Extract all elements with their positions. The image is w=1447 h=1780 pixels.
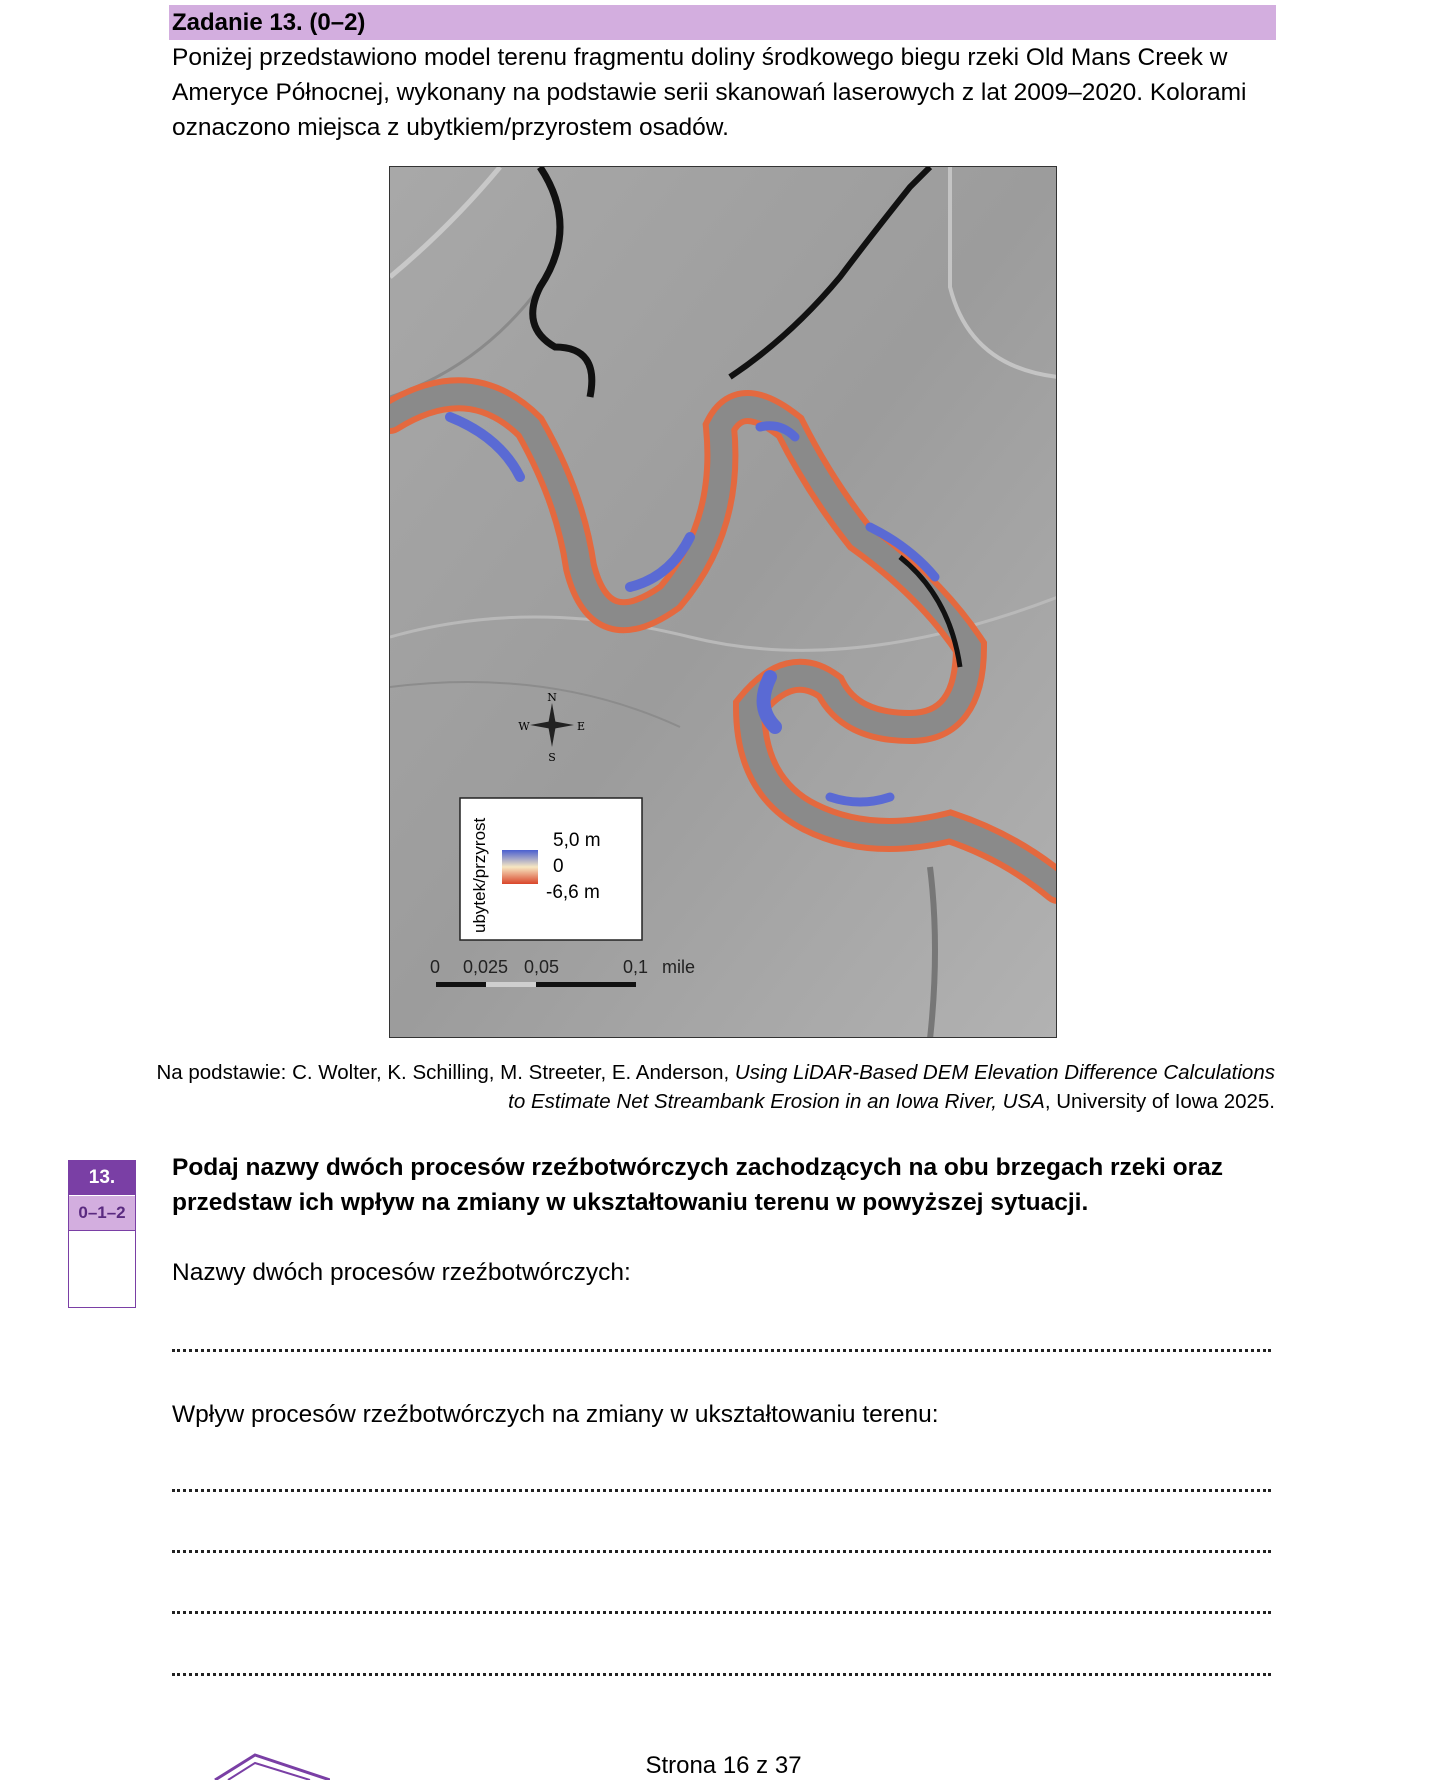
answer-line-4[interactable]	[172, 1611, 1271, 1614]
scale-unit: mile	[662, 957, 696, 977]
page-number: Strona 16 z 37	[645, 1752, 802, 1779]
score-range: 0–1–2	[69, 1195, 135, 1230]
answer-line-1[interactable]	[172, 1349, 1271, 1352]
compass-w: W	[518, 720, 530, 733]
scale-tick-1: 0,025	[463, 957, 509, 977]
legend-title: ubytek/przyrost	[470, 817, 489, 933]
answer-line-2[interactable]	[172, 1489, 1271, 1492]
answer-line-3[interactable]	[172, 1550, 1271, 1553]
terrain-model-map	[390, 167, 1057, 1038]
source-title: Using LiDAR-Based DEM Elevation Difference Calculations to Estimate Net Streambank Erosion in an Iowa River, USA	[508, 1061, 1275, 1113]
legend-zero: 0	[553, 856, 564, 877]
source-citation	[150, 1058, 1275, 1116]
task-header: Zadanie 13. (0–2)	[169, 5, 1276, 40]
score-task-number: 13.	[69, 1161, 135, 1195]
map-legend	[460, 798, 642, 940]
answer-line-5[interactable]	[172, 1673, 1271, 1676]
terrain-model-figure	[389, 166, 1057, 1038]
legend-color-bar	[502, 850, 538, 884]
score-box	[68, 1160, 136, 1308]
source-prefix: Na podstawie: C. Wolter, K. Schilling, M. Streeter, E. Anderson,	[156, 1061, 735, 1084]
legend-min: -6,6 m	[546, 882, 600, 903]
question-text: Podaj nazwy dwóch procesów rzeźbotwórczych zachodzących na obu brzegach rzeki oraz przedstaw ich wpływ na zmiany w ukształtowaniu terenu w powyższej sytuacji.	[172, 1154, 1224, 1216]
scale-tick-0: 0	[430, 957, 441, 977]
compass-n: N	[547, 691, 557, 704]
task-intro: Poniżej przedstawiono model terenu fragmentu doliny środkowego biegu rzeki Old Mans Creek w Ameryce Północnej, wykonany na podstawie serii skanowań laserowych z lat 2009–2020. Kolorami oznaczono miejsca z ubytkiem/przyrostem osadów.	[172, 44, 1247, 141]
compass-e: E	[576, 720, 586, 733]
answer-label-processes: Nazwy dwóch procesów rzeźbotwórczych:	[172, 1259, 631, 1286]
compass-s: S	[548, 751, 556, 764]
source-suffix: , University of Iowa 2025.	[1044, 1090, 1275, 1113]
scale-tick-3: 0,1	[623, 957, 649, 977]
scale-tick-2: 0,05	[524, 957, 560, 977]
legend-max: 5,0 m	[553, 830, 601, 851]
answer-label-impact: Wpływ procesów rzeźbotwórczych na zmiany w ukształtowaniu terenu:	[172, 1401, 939, 1428]
score-field[interactable]	[69, 1230, 135, 1307]
